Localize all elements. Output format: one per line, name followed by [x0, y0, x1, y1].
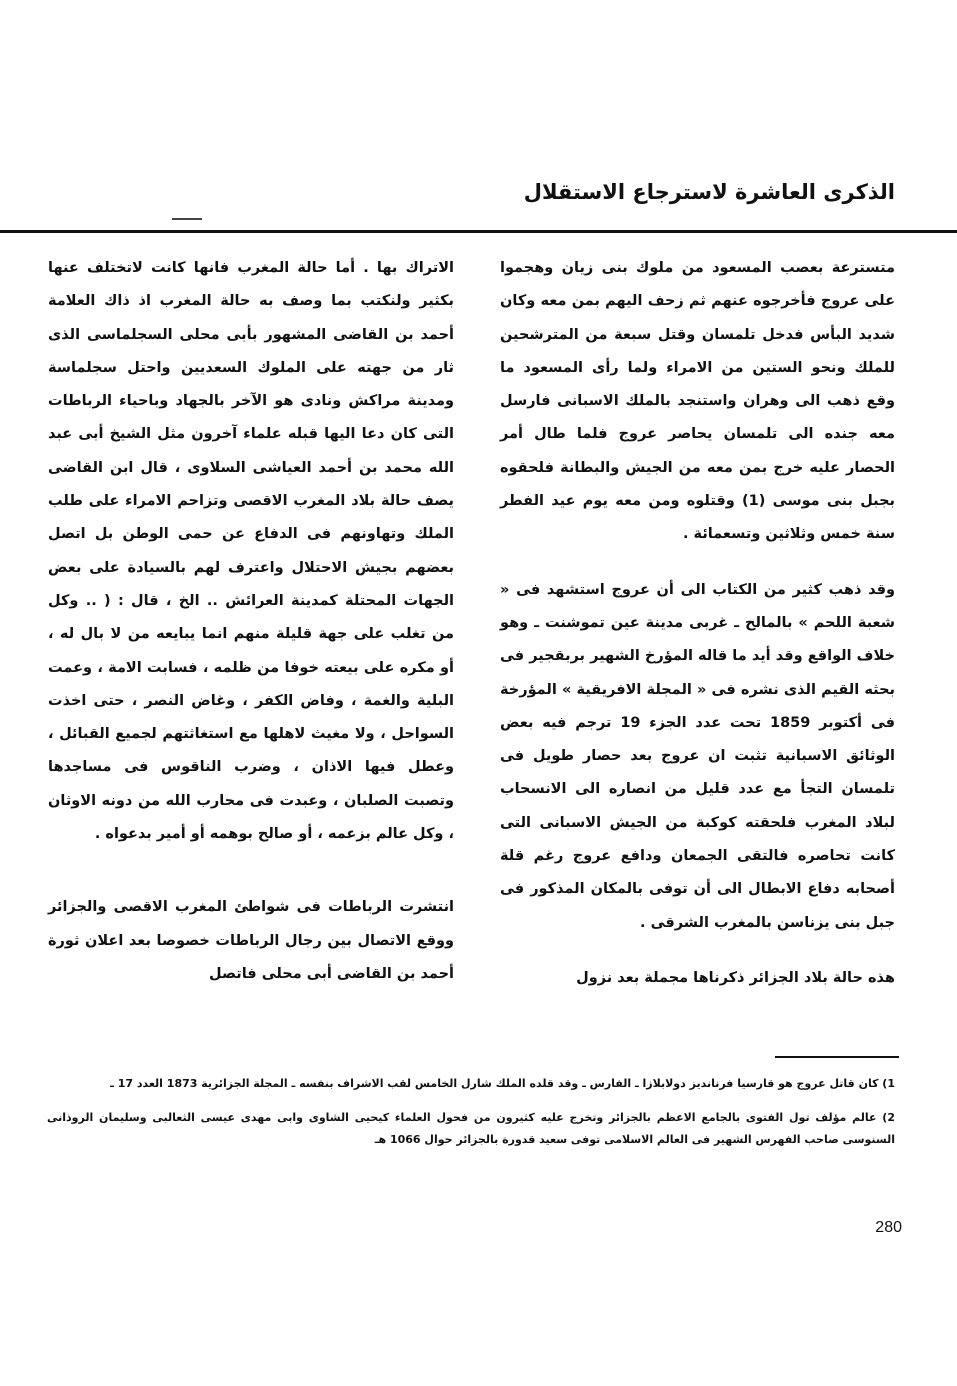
header-rule: [0, 230, 957, 233]
paragraph: وقد ذهب كثير من الكتاب الى أن عروج استشهد فى « شعبة اللحم » بالمالح ـ غربى مدينة عين تموشنت ـ وهو خلاف الواقع وقد أيد ما قاله المؤرخ الشهير بربقجير فى بحثه القيم الذى نشره فى « المجلة الافريقية » المؤرخة فى أكتوبر 1859 تحت عدد الجزء 19 ترجم فيه بعض الوثائق الاسبانية تثبت ان عروج بعد حصار طويل فى تلمسان التجأ مع عدد قليل من انصاره الى الانسحاب لبلاد المغرب فلحقته كوكبة من الجيش الاسبانى التى كانت تحاصره فالتقى الجمعان ودافع عروج رغم قلة أصحابه دفاع الابطال الى أن توفى بالمكان المذكور فى جبل بنى يزناسن بالمغرب الشرقى .: [500, 581, 895, 931]
footnotes: [47, 1073, 895, 1163]
paragraph: هذه حالة بلاد الجزائر ذكرناها مجملة بعد نزول: [576, 969, 895, 986]
footnote: 1) كان قاتل عروج هو قارسيا فرنانديز دولابلازا ـ الفارس ـ وقد قلده الملك شارل الخامس لقب الاشراف بنفسه ـ المجلة الجزائرية 1873 العدد 17 ـ: [110, 1077, 895, 1090]
left-column: [48, 252, 454, 991]
right-column: [500, 252, 895, 995]
paragraph: الاتراك بها . أما حالة المغرب فانها كانت لاتختلف عنها بكثير ولنكتب بما وصف به حالة المغرب اذ ذاك العلامة أحمد بن القاضى المشهور بأبى محلى السجلماسى الذى ثار من جهته على الملوك السعديين واحتل سجلماسة ومدينة مراكش ونادى هو الآخر بالجهاد وباحياء الرباطات التى كان دعا اليها قبله علماء آخرون مثل الشيخ أبى عبد الله محمد بن أحمد العياشى السلاوى ، قال ابن القاضى يصف حالة بلاد المغرب الاقصى وتزاحم الامراء على طلب الملك وتهاونهم فى الدفاع عن حمى الوطن بل اتصل بعضهم بجيش الاحتلال واعترف لهم بالسيادة على بعض الجهات المحتلة كمدينة العرائش .. الخ ، قال : ( .. وكل من تغلب على جهة قليلة منهم انما يبايعه من لا بال له ، أو مكره على بيعته خوفا من ظلمه ، فسابت الامة ، وعمت البلية والغمة ، وفاض الكفر ، وغاض النصر ، حتى اخذت السواحل ، ولا مغيث لاهلها مع استغاثتهم لجميع القبائل ، وعطل فيها الاذان ، وضرب الناقوس فى مساجدها وتصبت الصلبان ، وعبدت فى محارب الله من دونه الاوثان ، وكل عالم بزعمه ، أو صالح بوهمه أو أمير بدعواه .: [48, 260, 454, 843]
header-mark: [172, 218, 202, 220]
running-header: الذكرى العاشرة لاسترجاع الاستقلال: [523, 180, 895, 204]
paragraph-gap: [500, 940, 895, 962]
paragraph: انتشرت الرباطات فى شواطئ المغرب الاقصى والجزائر ووقع الاتصال بين رجال الرباطات خصوصا بعد اعلان ثورة أحمد بن القاضى أبى محلى فاتصل: [48, 899, 454, 982]
paragraph-gap: [500, 552, 895, 574]
page-number: 280: [875, 1219, 902, 1236]
footnote-rule: [775, 1056, 899, 1058]
paragraph: متسترعة بعصب المسعود من ملوك بنى زيان وهجموا على عروج فأخرجوه عنهم ثم زحف اليهم بمن معه وكان شديد البأس فدخل تلمسان وقتل سبعة من المترشحين للملك ونحو الستين من الامراء ولما رأى المسعود ما وقع ذهب الى وهران واستنجد بالملك الاسبانى فارسل معه جنده الى تلمسان يحاصر عروج فلما طال أمر الحصار عليه خرج بمن معه من الجيش والبطانة فلحقوه بجبل بنى موسى (1) وقتلوه ومن معه يوم عيد الفطر سنة خمس وثلاثين وتسعمائة .: [500, 260, 896, 543]
footnote: 2) عالم مؤلف تول الفتوى بالجامع الاعظم بالجزائر وتخرج عليه كثيرون من فحول العلماء كيحيى الشاوى وابى مهدى عيسى الثعالبى وسليمان الروذانى السنوسى صاحب الفهرس الشهير فى العالم الاسلامى توفى سعيد قدورة بالجزائر حوال 1066 هـ: [47, 1111, 895, 1146]
paragraph-gap: [48, 851, 454, 891]
